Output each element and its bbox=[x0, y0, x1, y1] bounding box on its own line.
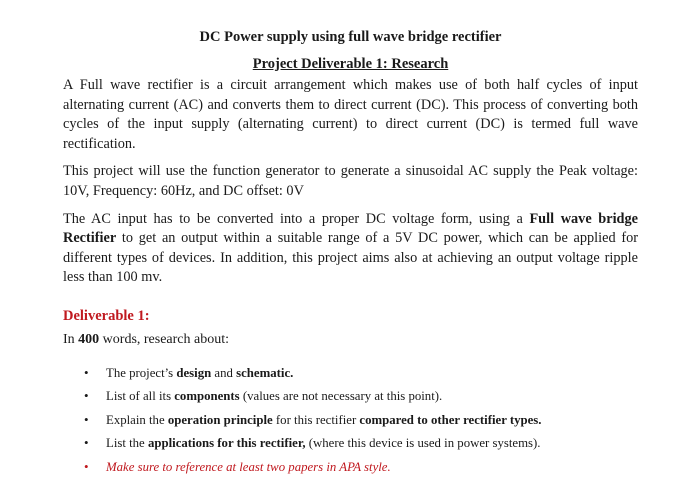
task-bold: design bbox=[176, 365, 212, 380]
task-item-components bbox=[63, 386, 638, 410]
task-text: List of all its bbox=[106, 389, 175, 404]
task-bold: applications for this rectifier, bbox=[147, 436, 306, 451]
task-bold: schematic. bbox=[236, 365, 294, 380]
intro-paragraph: A Full wave rectifier is a circuit arrangement which makes use of both half cycles of input alternating current (AC) and converts them to direct current (DC). This process of converting both cycles of the input supply (alternating current) to direct current (DC) is termed full wave rectification. bbox=[63, 77, 638, 152]
intro-prefix: In bbox=[63, 331, 79, 347]
objective-text-2: to get an output within a suitable range of a 5V DC power, which can be applied for different types of devices. In addition, this project aims also at achieving an output voltage ripple less than 100 mv. bbox=[63, 230, 638, 286]
objective-text-1: The AC input has to be converted into a proper DC voltage form, using a bbox=[63, 210, 530, 227]
document-subtitle: Project Deliverable 1: Research bbox=[252, 56, 449, 72]
deliverable-heading: Deliverable 1: bbox=[63, 307, 150, 324]
project-spec-paragraph: This project will use the function generator to generate a sinusoidal AC supply the Peak voltage: 10V, Frequency: 60Hz, and DC offset: 0V bbox=[63, 163, 638, 199]
objective-paragraph bbox=[63, 210, 638, 288]
bullet-icon: • bbox=[84, 435, 89, 451]
task-text: (where this device is used in power systems). bbox=[305, 436, 541, 451]
task-bold: operation principle bbox=[167, 412, 273, 427]
task-item-applications bbox=[63, 433, 638, 457]
task-text: (values are not necessary at this point). bbox=[239, 389, 443, 404]
word-count: 400 bbox=[78, 331, 100, 347]
task-text: Explain the bbox=[106, 412, 168, 427]
task-item-design bbox=[63, 363, 638, 387]
intro-suffix: words, research about: bbox=[99, 331, 230, 347]
task-text: List the bbox=[106, 436, 148, 451]
deliverable-task-list bbox=[63, 363, 638, 481]
bullet-icon: • bbox=[84, 458, 89, 474]
bullet-icon: • bbox=[84, 388, 89, 404]
document-page bbox=[63, 26, 638, 480]
task-bold: components bbox=[174, 389, 240, 404]
task-item-operation bbox=[63, 410, 638, 434]
task-bold: compared to other rectifier types. bbox=[359, 412, 542, 427]
task-text: The project’s bbox=[106, 365, 177, 380]
task-text: for this rectifier bbox=[272, 412, 360, 427]
bullet-icon: • bbox=[84, 364, 89, 380]
bullet-icon: • bbox=[84, 411, 89, 427]
objective-bold-rectifier: Full wave bridge Rectifier bbox=[63, 210, 638, 247]
deliverable-intro bbox=[63, 330, 638, 349]
task-item-references bbox=[63, 457, 638, 481]
task-text: and bbox=[211, 365, 237, 380]
task-text: Make sure to reference at least two papers in APA style. bbox=[106, 459, 391, 474]
document-title: DC Power supply using full wave bridge rectifier bbox=[199, 29, 502, 45]
